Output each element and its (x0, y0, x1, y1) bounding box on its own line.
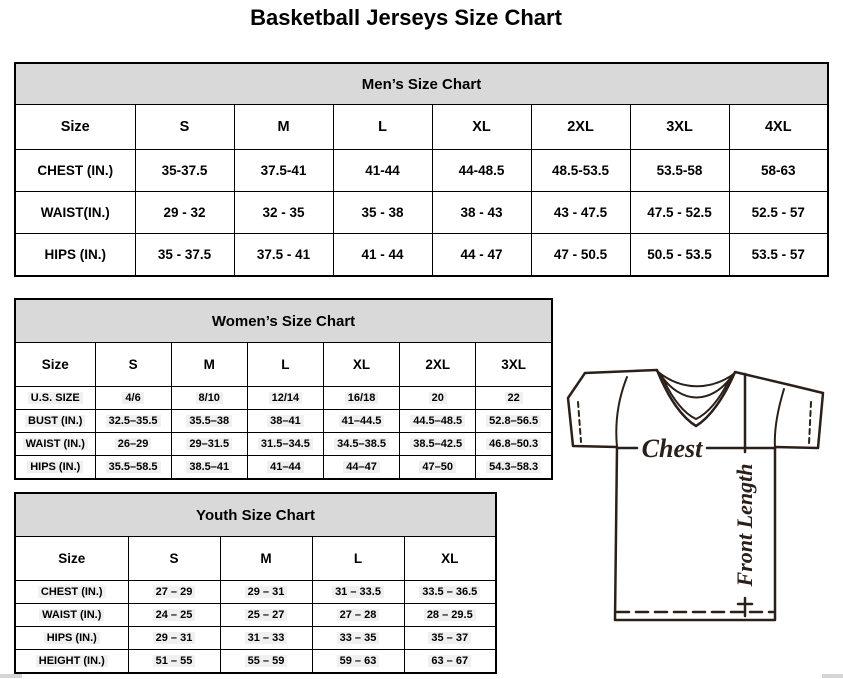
size-header-cell: Size (15, 343, 95, 387)
value-cell (404, 627, 496, 650)
cell-text: 31 – 33 (245, 632, 288, 644)
value-cell (630, 150, 729, 192)
size-column-header: L (312, 537, 404, 581)
value-cell (135, 192, 234, 234)
row-label-cell (15, 433, 95, 456)
value-cell (220, 604, 312, 627)
value-cell (476, 456, 552, 480)
chest-label: Chest (641, 434, 703, 463)
women-size-header-row (15, 343, 552, 387)
youth-size-table (14, 492, 497, 674)
value-cell (128, 650, 220, 674)
cell-text: WAIST(IN.) (40, 205, 110, 220)
cell-text: 32.5–35.5 (106, 415, 161, 427)
value-cell (333, 150, 432, 192)
size-column-header: M (171, 343, 247, 387)
value-cell (220, 650, 312, 674)
value-cell (400, 433, 476, 456)
value-cell (400, 456, 476, 480)
row-label-cell (15, 410, 95, 433)
cell-text: 38–41 (267, 415, 304, 427)
cell-text: 47.5 - 52.5 (647, 205, 712, 220)
value-cell (220, 581, 312, 604)
value-cell (247, 410, 323, 433)
cell-text: 22 (505, 392, 523, 404)
cell-text: 44.5–48.5 (410, 415, 465, 427)
cell-text: 37.5 - 41 (256, 247, 311, 262)
men-size-header-row (15, 105, 828, 150)
table-row (15, 650, 496, 674)
row-label-cell (15, 387, 95, 410)
scrollbar-fragment-left[interactable] (0, 674, 22, 678)
value-cell (432, 192, 531, 234)
value-cell (247, 387, 323, 410)
page-title: Basketball Jerseys Size Chart (250, 5, 562, 30)
value-cell (476, 387, 552, 410)
value-cell (729, 234, 828, 277)
value-cell (128, 627, 220, 650)
cell-text: 46.8–50.3 (486, 438, 541, 450)
value-cell (432, 150, 531, 192)
table-row (15, 410, 552, 433)
table-row (15, 581, 496, 604)
size-column-header: 4XL (729, 105, 828, 150)
cell-text: 25 – 27 (245, 609, 288, 621)
value-cell (95, 456, 171, 480)
cell-text: 44–47 (343, 461, 380, 473)
youth-section-title: Youth Size Chart (15, 493, 496, 537)
value-cell (312, 581, 404, 604)
cell-text: CHEST (IN.) (37, 163, 114, 178)
cell-text: 48.5-53.5 (551, 163, 610, 178)
youth-section-header-row (15, 493, 496, 537)
value-cell (312, 627, 404, 650)
size-header-cell: Size (15, 537, 128, 581)
cell-text: 35.5–58.5 (106, 461, 161, 473)
value-cell (128, 581, 220, 604)
cell-text: 44-48.5 (458, 163, 505, 178)
value-cell (404, 604, 496, 627)
value-cell (630, 234, 729, 277)
table-row (15, 234, 828, 277)
cell-text: 54.3–58.3 (486, 461, 541, 473)
cell-text: 33 – 35 (337, 632, 380, 644)
cell-text: 47 - 50.5 (553, 247, 608, 262)
cell-text: BUST (IN.) (25, 415, 85, 427)
men-section-title: Men’s Size Chart (15, 63, 828, 105)
value-cell (531, 234, 630, 277)
row-label-cell (15, 456, 95, 480)
value-cell (234, 234, 333, 277)
youth-size-header-row (15, 537, 496, 581)
row-label-cell (15, 604, 128, 627)
cell-text: HIPS (IN.) (44, 632, 100, 644)
cell-text: 29 - 32 (163, 205, 206, 220)
cell-text: 34.5–38.5 (334, 438, 389, 450)
cell-text: 29 – 31 (245, 586, 288, 598)
size-header-cell: Size (15, 105, 135, 150)
cell-text: HEIGHT (IN.) (36, 655, 108, 667)
value-cell (404, 581, 496, 604)
cell-text: 38 - 43 (460, 205, 503, 220)
size-column-header: L (333, 105, 432, 150)
cell-text: 33.5 – 36.5 (419, 586, 480, 598)
size-column-header: XL (432, 105, 531, 150)
value-cell (531, 192, 630, 234)
size-column-header: 2XL (400, 343, 476, 387)
table-row (15, 604, 496, 627)
value-cell (323, 433, 399, 456)
cell-text: 37.5-41 (260, 163, 307, 178)
cell-text: 24 – 25 (153, 609, 196, 621)
table-row (15, 456, 552, 480)
table-row (15, 192, 828, 234)
cell-text: 38.5–41 (186, 461, 232, 473)
size-column-header: S (128, 537, 220, 581)
value-cell (476, 433, 552, 456)
size-column-header: 3XL (630, 105, 729, 150)
women-section-title: Women’s Size Chart (15, 299, 552, 343)
row-label-cell (15, 627, 128, 650)
cell-text: 53.5-58 (656, 163, 703, 178)
value-cell (323, 410, 399, 433)
cell-text: WAIST (IN.) (39, 609, 104, 621)
size-column-header: 3XL (476, 343, 552, 387)
value-cell (171, 387, 247, 410)
cell-text: 35-37.5 (161, 163, 208, 178)
size-column-header: XL (404, 537, 496, 581)
cell-text: 50.5 - 53.5 (647, 247, 712, 262)
size-column-header: S (135, 105, 234, 150)
table-row (15, 150, 828, 192)
cell-text: 29–31.5 (186, 438, 232, 450)
jersey-outline (568, 370, 823, 620)
size-column-header: 2XL (531, 105, 630, 150)
cell-text: 4/6 (122, 392, 143, 404)
value-cell (135, 150, 234, 192)
cell-text: 41-44 (365, 163, 400, 178)
mens-size-table (14, 62, 829, 277)
value-cell (312, 650, 404, 674)
size-column-header: M (234, 105, 333, 150)
cell-text: 29 – 31 (153, 632, 196, 644)
cell-text: 38.5–42.5 (410, 438, 465, 450)
cell-text: 35 - 38 (361, 205, 404, 220)
cell-text: 41–44 (267, 461, 304, 473)
value-cell (95, 410, 171, 433)
value-cell (630, 192, 729, 234)
cell-text: 51 – 55 (153, 655, 196, 667)
size-column-header: S (95, 343, 171, 387)
value-cell (128, 604, 220, 627)
cell-text: 41–44.5 (339, 415, 385, 427)
row-label-cell (15, 650, 128, 674)
cell-text: 32 - 35 (262, 205, 305, 220)
value-cell (95, 387, 171, 410)
cell-text: HIPS (IN.) (44, 247, 106, 262)
table-row (15, 627, 496, 650)
cell-text: 28 – 29.5 (424, 609, 476, 621)
value-cell (220, 627, 312, 650)
row-label-cell (15, 150, 135, 192)
cell-text: 20 (429, 392, 447, 404)
value-cell (400, 410, 476, 433)
value-cell (432, 234, 531, 277)
value-cell (247, 433, 323, 456)
cell-text: 16/18 (345, 392, 379, 404)
size-column-header: L (247, 343, 323, 387)
value-cell (729, 192, 828, 234)
value-cell (135, 234, 234, 277)
front-length-label: Front Length (732, 463, 757, 587)
womens-size-table (14, 298, 553, 480)
value-cell (404, 650, 496, 674)
cell-text: 35.5–38 (186, 415, 232, 427)
size-column-header: XL (323, 343, 399, 387)
value-cell (171, 456, 247, 480)
row-label-cell (15, 581, 128, 604)
value-cell (171, 410, 247, 433)
value-cell (729, 150, 828, 192)
value-cell (333, 192, 432, 234)
cell-text: 8/10 (196, 392, 223, 404)
cell-text: WAIST (IN.) (23, 438, 88, 450)
value-cell (531, 150, 630, 192)
scrollbar-fragment-right[interactable] (822, 674, 843, 678)
cell-text: U.S. SIZE (28, 392, 83, 404)
cell-text: 58-63 (760, 163, 796, 178)
cell-text: 35 - 37.5 (157, 247, 212, 262)
cell-text: 52.8–56.5 (486, 415, 541, 427)
value-cell (95, 433, 171, 456)
value-cell (234, 192, 333, 234)
cell-text: 63 – 67 (428, 655, 471, 667)
value-cell (323, 387, 399, 410)
cell-text: 31.5–34.5 (258, 438, 313, 450)
value-cell (312, 604, 404, 627)
cell-text: 43 - 47.5 (553, 205, 608, 220)
value-cell (323, 456, 399, 480)
row-label-cell (15, 234, 135, 277)
cell-text: HIPS (IN.) (27, 461, 83, 473)
value-cell (333, 234, 432, 277)
jersey-measurement-diagram (553, 360, 843, 628)
cell-text: 35 – 37 (428, 632, 471, 644)
cell-text: 55 – 59 (245, 655, 288, 667)
value-cell (247, 456, 323, 480)
cell-text: 26–29 (115, 438, 152, 450)
cell-text: 27 – 29 (153, 586, 196, 598)
cell-text: 47–50 (419, 461, 456, 473)
cell-text: 59 – 63 (337, 655, 380, 667)
cell-text: 44 - 47 (460, 247, 503, 262)
row-label-cell (15, 192, 135, 234)
table-row (15, 387, 552, 410)
cell-text: 12/14 (269, 392, 303, 404)
value-cell (476, 410, 552, 433)
value-cell (171, 433, 247, 456)
table-row (15, 433, 552, 456)
cell-text: 53.5 - 57 (751, 247, 805, 262)
size-column-header: M (220, 537, 312, 581)
women-section-header-row (15, 299, 552, 343)
value-cell (400, 387, 476, 410)
cell-text: 41 - 44 (361, 247, 404, 262)
men-section-header-row (15, 63, 828, 105)
cell-text: 52.5 - 57 (751, 205, 805, 220)
value-cell (234, 150, 333, 192)
cell-text: 31 – 33.5 (332, 586, 384, 598)
cell-text: CHEST (IN.) (38, 586, 106, 598)
cell-text: 27 – 28 (337, 609, 380, 621)
